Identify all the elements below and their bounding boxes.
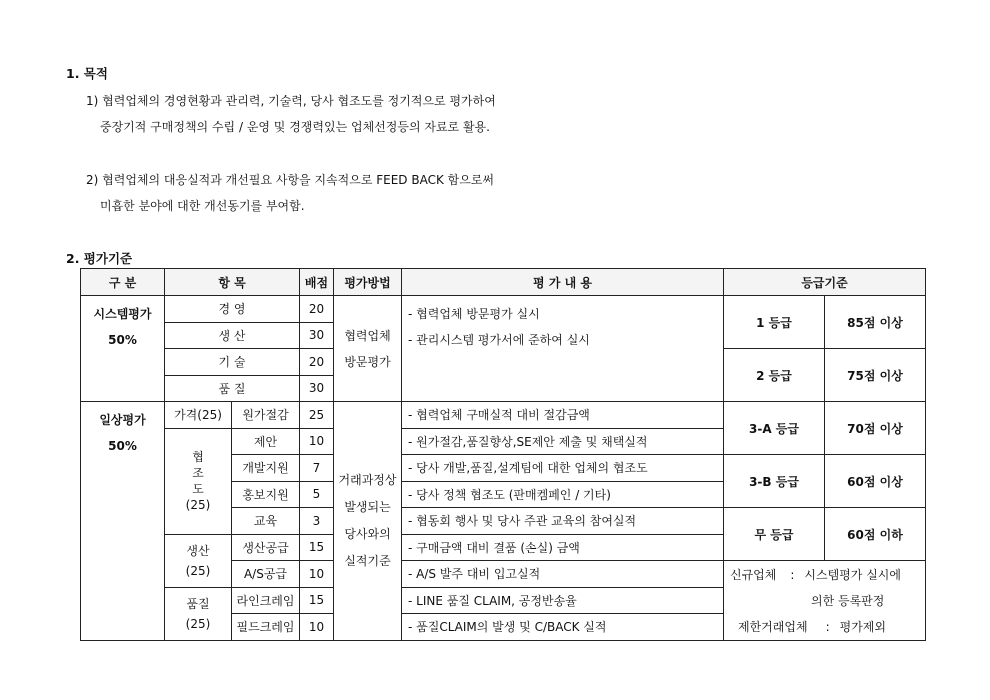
price-group: 가격(25) [165,402,232,429]
system-category-cell [81,296,165,402]
note-new-label: 신규업체 [730,567,777,582]
system-score: 20 [300,349,334,376]
note-restricted-vendor [724,614,926,641]
purpose-item1-line2: 중장기적 구매정책의 수립 / 운영 및 경쟁력있는 업체선정등의 자료로 활용. [100,120,490,134]
section-purpose-title: 1. 목적 [66,66,108,81]
note-restricted-sep: : [825,620,830,634]
grade-label: 무 등급 [724,508,825,561]
daily-content: - LINE 품질 CLAIM, 공정반송율 [402,587,724,614]
header-score: 배점 [300,269,334,296]
grade-standard: 75점 이상 [825,349,926,402]
daily-item: 교육 [232,508,300,535]
prod-group-cell [165,534,232,587]
header-content: 평 가 내 용 [402,269,724,296]
daily-method-cell [334,402,402,641]
system-score: 30 [300,322,334,349]
daily-item: A/S공급 [232,561,300,588]
purpose-item2-line2: 미흡한 분야에 대한 개선동기를 부여함. [100,199,305,213]
grade-standard: 60점 이하 [825,508,926,561]
coop-group-char: 협 [192,450,204,464]
note-restricted-label: 제한거래업체 [738,620,808,634]
daily-weight: 50% [108,439,137,453]
coop-group-char: 도 [192,482,204,496]
system-score: 20 [300,296,334,323]
note-new-sep: : [790,567,795,582]
section-criteria-title: 2. 평가기준 [66,251,133,266]
quality-group-weight: (25) [185,616,211,631]
quality-group-label: 품질 [186,596,210,611]
note-new-line2: 의한 등록판정 [724,587,926,614]
prod-group-label: 생산 [186,543,210,558]
table-row [81,402,926,429]
system-content-line1: - 협력업체 방문평가 실시 [408,307,540,321]
grade-standard: 60점 이상 [825,455,926,508]
daily-method-line: 거래과정상 [338,472,397,487]
grade-label: 3-A 등급 [724,402,825,455]
system-item: 기 술 [165,349,300,376]
header-items: 항 목 [165,269,300,296]
system-item: 생 산 [165,322,300,349]
quality-group-cell [165,587,232,640]
daily-content: - 당사 정책 협조도 (판매켐페인 / 기타) [402,481,724,508]
system-method-cell [334,296,402,402]
note-restricted-value: 평가제외 [839,620,886,634]
grade-label: 2 등급 [724,349,825,402]
daily-item: 필드크레임 [232,614,300,641]
system-score: 30 [300,375,334,402]
daily-content: - 협동회 행사 및 당사 주관 교육의 참여실적 [402,508,724,535]
grade-standard: 85점 이상 [825,296,926,349]
grade-label: 1 등급 [724,296,825,349]
daily-content: - 원가절감,품질향상,SE제안 제출 및 채택실적 [402,428,724,455]
system-weight: 50% [108,333,137,347]
grade-label: 3-B 등급 [724,455,825,508]
daily-item: 제안 [232,428,300,455]
purpose-item1-line1: 1) 협력업체의 경영현황과 관리력, 기술력, 당사 협조도를 정기적으로 평가하여 [86,94,496,108]
note-new-vendor [724,561,926,588]
table-header-row [81,269,926,296]
daily-item: 라인크레임 [232,587,300,614]
daily-item: 원가절감 [232,402,300,429]
header-method: 평가방법 [334,269,402,296]
daily-score: 15 [300,587,334,614]
daily-item: 홍보지원 [232,481,300,508]
purpose-item2-line1: 2) 협력업체의 대응실적과 개선필요 사항을 지속적으로 FEED BACK 함으로써 [86,173,495,187]
daily-method-line: 실적기준 [344,553,391,568]
system-method-line2: 방문평가 [344,354,391,369]
daily-score: 5 [300,481,334,508]
system-method-line1: 협력업체 [344,328,391,343]
note-new-line1: 시스템평가 실시에 [804,567,901,582]
system-item: 경 영 [165,296,300,323]
system-item: 품 질 [165,375,300,402]
daily-content: - 구매금액 대비 결품 (손실) 금액 [402,534,724,561]
system-category: 시스템평가 [93,307,152,321]
daily-method-line: 발생되는 [344,499,391,514]
coop-group-weight: (25) [185,498,211,512]
daily-content: - 협력업체 구매실적 대비 절감금액 [402,402,724,429]
daily-item: 개발지원 [232,455,300,482]
daily-score: 15 [300,534,334,561]
evaluation-criteria-table [80,268,926,641]
daily-score: 10 [300,614,334,641]
daily-content: - A/S 발주 대비 입고실적 [402,561,724,588]
daily-score: 7 [300,455,334,482]
header-grade: 등급기준 [724,269,926,296]
daily-score: 10 [300,428,334,455]
daily-score: 10 [300,561,334,588]
table-row [81,296,926,323]
daily-content: - 당사 개발,품질,설계팀에 대한 업체의 협조도 [402,455,724,482]
header-category: 구 분 [81,269,165,296]
daily-category-cell [81,402,165,641]
prod-group-weight: (25) [185,563,211,578]
coop-group-cell [165,428,232,534]
table-row [81,587,926,614]
daily-content: - 품질CLAIM의 발생 및 C/BACK 실적 [402,614,724,641]
daily-score: 3 [300,508,334,535]
system-content-line2: - 관리시스템 평가서에 준하여 실시 [408,333,590,347]
grade-standard: 70점 이상 [825,402,926,455]
system-content-cell [402,296,724,402]
daily-item: 생산공급 [232,534,300,561]
daily-category: 일상평가 [99,413,146,427]
daily-method-line: 당사와의 [344,526,391,541]
daily-score: 25 [300,402,334,429]
coop-group-char: 조 [192,466,204,480]
